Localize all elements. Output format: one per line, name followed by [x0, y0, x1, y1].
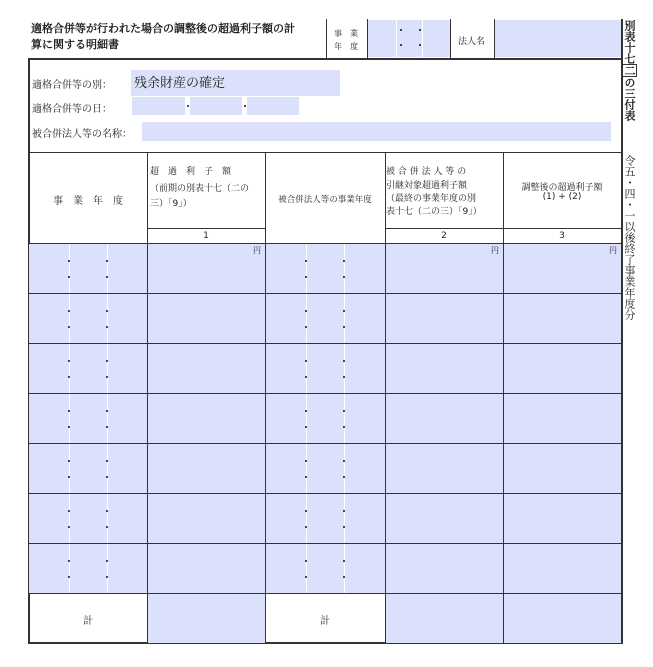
- col3-header-line2: (1) + (2): [542, 192, 582, 202]
- col3-cell[interactable]: [504, 244, 621, 293]
- col2-number: 2: [441, 231, 447, 241]
- col1-header-line2: （前期の別表十七（二の: [150, 184, 250, 194]
- col2-cell[interactable]: [386, 344, 503, 393]
- merger-type-value: 残余財産の確定: [134, 76, 226, 91]
- yen-col2: 円: [491, 246, 499, 255]
- col1-number: 1: [203, 231, 209, 241]
- yen-col3: 円: [609, 246, 617, 255]
- merged-fiscal-year-cell[interactable]: [266, 344, 385, 393]
- col1-cell[interactable]: [148, 344, 265, 393]
- col3-cell[interactable]: [504, 494, 621, 543]
- col3-cell[interactable]: [504, 444, 621, 493]
- nendo-label: 年 度: [334, 42, 358, 51]
- col3-total-cell[interactable]: [504, 594, 621, 643]
- merger-date-day[interactable]: [247, 97, 299, 115]
- merger-date-month[interactable]: [190, 97, 242, 115]
- col1-total-cell[interactable]: [148, 594, 265, 643]
- col2-cell[interactable]: [386, 444, 503, 493]
- name-label: 被合併法人等の名称：: [32, 129, 132, 140]
- col1-cell[interactable]: [148, 244, 265, 293]
- merger-date-year[interactable]: [132, 97, 185, 115]
- col3-cell[interactable]: [504, 344, 621, 393]
- merged-fiscal-year-cell[interactable]: [266, 494, 385, 543]
- fiscal-year-cell[interactable]: [29, 344, 147, 393]
- side-note: 令五・四・一以後終了事業年度分: [623, 155, 636, 320]
- col2-cell[interactable]: [386, 494, 503, 543]
- fiscal-year-cell[interactable]: [29, 494, 147, 543]
- col1-header-line3: 三）「9」）: [150, 199, 192, 209]
- col2-cell[interactable]: [386, 544, 503, 593]
- col3-cell[interactable]: [504, 544, 621, 593]
- fiscal-year-cell[interactable]: [29, 544, 147, 593]
- col2-header-line1: 被 合 併 法 人 等 の: [386, 167, 467, 177]
- corporation-name-field[interactable]: [495, 20, 621, 57]
- fiscal-year-cell[interactable]: [29, 244, 147, 293]
- col3-cell[interactable]: [504, 294, 621, 343]
- total-label-right: 計: [320, 616, 330, 627]
- side-title: 別表十七二の三付表: [623, 20, 636, 121]
- merged-fiscal-year-cell[interactable]: [266, 244, 385, 293]
- col2-total-cell[interactable]: [386, 594, 503, 643]
- yen-col1: 円: [253, 246, 261, 255]
- col1-cell[interactable]: [148, 394, 265, 443]
- col3-header-line1: 調整後の超過利子額: [521, 183, 603, 193]
- col2-cell[interactable]: [386, 394, 503, 443]
- date-label: 適格合併等の日：: [32, 104, 112, 115]
- merged-fiscal-year-cell[interactable]: [266, 544, 385, 593]
- jigyo-label: 事 業: [334, 29, 358, 38]
- col2-cell[interactable]: [386, 244, 503, 293]
- merged-fiscal-year-cell[interactable]: [266, 444, 385, 493]
- merged-corp-name-field[interactable]: [142, 122, 611, 141]
- col2-cell[interactable]: [386, 294, 503, 343]
- col1-cell[interactable]: [148, 494, 265, 543]
- form-title-line2: 算に関する明細書: [31, 38, 119, 51]
- fiscal-year-field[interactable]: [368, 20, 450, 57]
- col3-number: 3: [559, 231, 565, 241]
- col3-cell[interactable]: [504, 394, 621, 443]
- col1-cell[interactable]: [148, 294, 265, 343]
- fiscal-year-cell[interactable]: [29, 294, 147, 343]
- merged-fiscal-year-cell[interactable]: [266, 394, 385, 443]
- col2-header-line2: 引継対象超過利子額: [386, 181, 468, 191]
- fiscal-year-cell[interactable]: [29, 444, 147, 493]
- col1-cell[interactable]: [148, 544, 265, 593]
- fiscal-year-cell[interactable]: [29, 394, 147, 443]
- hojinmei-label: 法人名: [458, 37, 486, 47]
- side-two: 二: [623, 65, 636, 76]
- betsu-label: 適格合併等の別：: [32, 80, 112, 91]
- merged-fiscal-year-cell[interactable]: [266, 294, 385, 343]
- col1-cell[interactable]: [148, 444, 265, 493]
- col2-header-line3: （最終の事業年度の別: [386, 194, 477, 204]
- col1-header-line1: 超 過 利 子 額: [150, 167, 232, 177]
- col2-header-line4: 表十七（二の三）「9」）: [386, 207, 482, 217]
- col-hi-year-header: 被合併法人等の事業年度: [278, 195, 372, 205]
- total-label-left: 計: [83, 616, 93, 627]
- col-year-header: 事 業 年 度: [53, 196, 123, 207]
- form-title-line1: 適格合併等が行われた場合の調整後の超過利子額の計: [31, 22, 295, 35]
